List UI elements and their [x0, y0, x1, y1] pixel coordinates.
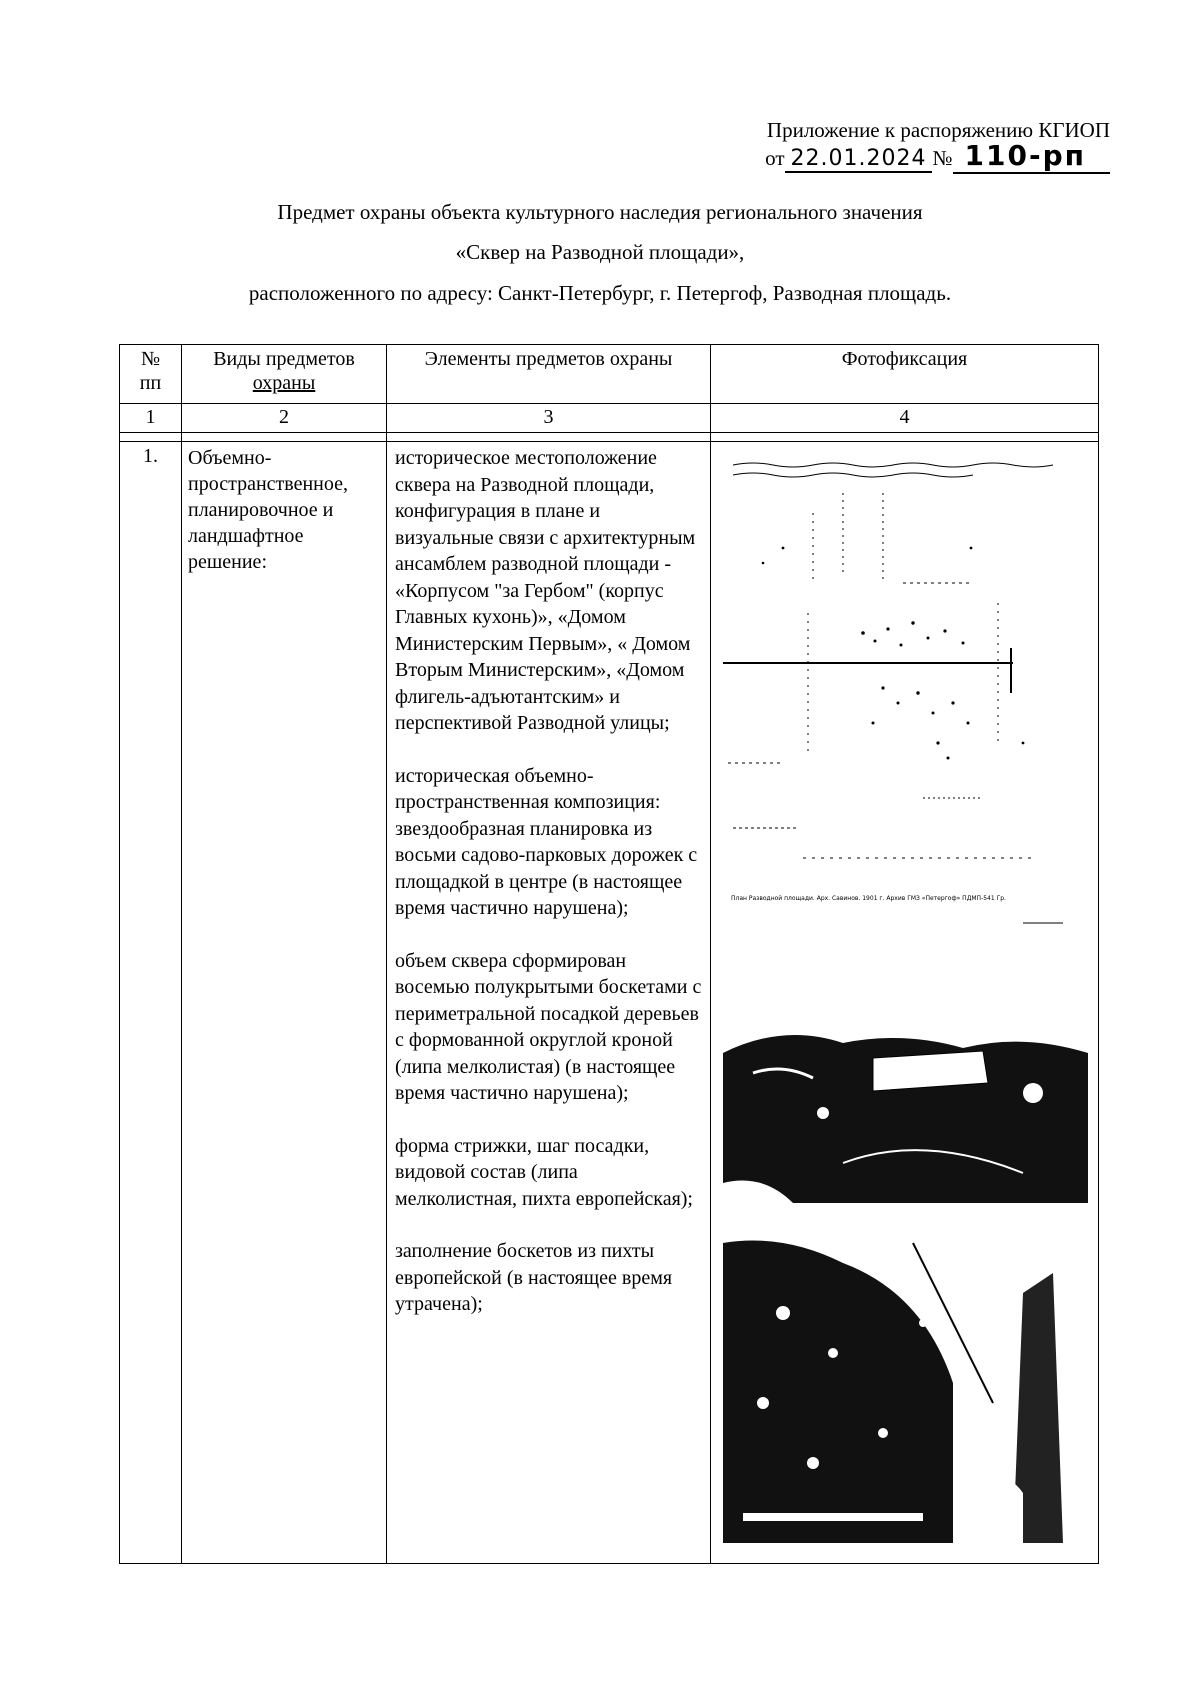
- table-header-row: [120, 345, 1099, 404]
- row-photos: [711, 442, 1099, 1564]
- appendix-title: Приложение к распоряжению КГИОП: [766, 118, 1110, 142]
- spacer-row: [120, 433, 1099, 442]
- column-number-3: 3: [387, 404, 711, 433]
- row-elements: [387, 442, 711, 1564]
- kind-line: ландшафтное: [188, 525, 304, 547]
- element-item: историческое местоположение сквера на Разводной площади, конфигурация в плане и визуальные связи с архитектурным ансамблем разводной площади - «Корпусом "за Гербом" (корпус Главных кухонь)», «Домом Министерским Первым», « Домом Вторым Министерским», «Домом флигель-адъютантским» и перспективой Разводной улицы;: [395, 447, 696, 734]
- plan-caption: План Разводной площади. Арх. Савинов. 1901 г. Архив ГМЗ «Петергоф» ПДМП-541 Гр.: [731, 895, 1006, 902]
- header-number-line1: №: [140, 348, 161, 370]
- column-number-2: 2: [182, 404, 387, 433]
- kind-line: планировочное и: [188, 499, 334, 521]
- appendix-block: [765, 117, 1110, 172]
- table-row: [120, 442, 1099, 1564]
- order-date: 22.01.2024: [785, 146, 933, 173]
- order-number: 110-рп: [953, 139, 1110, 174]
- row-number: 1.: [120, 442, 182, 1564]
- header-number-line2: пп: [139, 372, 162, 394]
- row-kind: [182, 442, 387, 1564]
- header-kinds-line2: охраны: [252, 372, 316, 394]
- number-label: №: [932, 146, 953, 170]
- column-number-4: 4: [711, 404, 1099, 433]
- title-line-1: Предмет охраны объекта культурного наследия регионального значения: [277, 200, 923, 224]
- order-line: [765, 139, 1110, 172]
- kind-line: решение:: [188, 551, 267, 573]
- column-number-row: [120, 404, 1099, 433]
- header-kinds-line1: Виды предметов: [213, 348, 355, 370]
- header-number: [120, 345, 182, 404]
- kind-line: Объемно-: [188, 447, 272, 469]
- element-item: заполнение боскетов из пихты европейской (в настоящее время утрачена);: [395, 1240, 673, 1315]
- title-line-3: расположенного по адресу: Санкт-Петербург, г. Петергоф, Разводная площадь.: [248, 281, 952, 305]
- kind-line: пространственное,: [188, 473, 348, 495]
- header-photo: Фотофиксация: [711, 345, 1099, 404]
- element-item: историческая объемно-пространственная композиция: звездообразная планировка из восьми садово-парковых дорожек с площадкой в центре (в настоящее время частично нарушена);: [395, 764, 698, 919]
- historic-plan-image: [723, 453, 1088, 933]
- square-aerial-photo: [723, 1013, 1088, 1203]
- from-label: от: [765, 146, 785, 170]
- header-elements: Элементы предметов охраны: [387, 345, 711, 404]
- element-item: форма стрижки, шаг посадки, видовой состав (липа мелколистная, пихта европейская);: [395, 1134, 693, 1210]
- column-number-1: 1: [120, 404, 182, 433]
- element-item: объем сквера сформирован восемью полукрытыми боскетами с периметральной посадкой деревьев с формованной округлой кроной (липа мелколистая) (в настоящее время частично нарушена);: [395, 949, 702, 1104]
- protection-table: [119, 344, 1099, 1564]
- linden-alley-photo: [723, 1233, 1088, 1543]
- header-kinds: [182, 345, 387, 404]
- title-line-2: «Сквер на Разводной площади»,: [455, 240, 745, 264]
